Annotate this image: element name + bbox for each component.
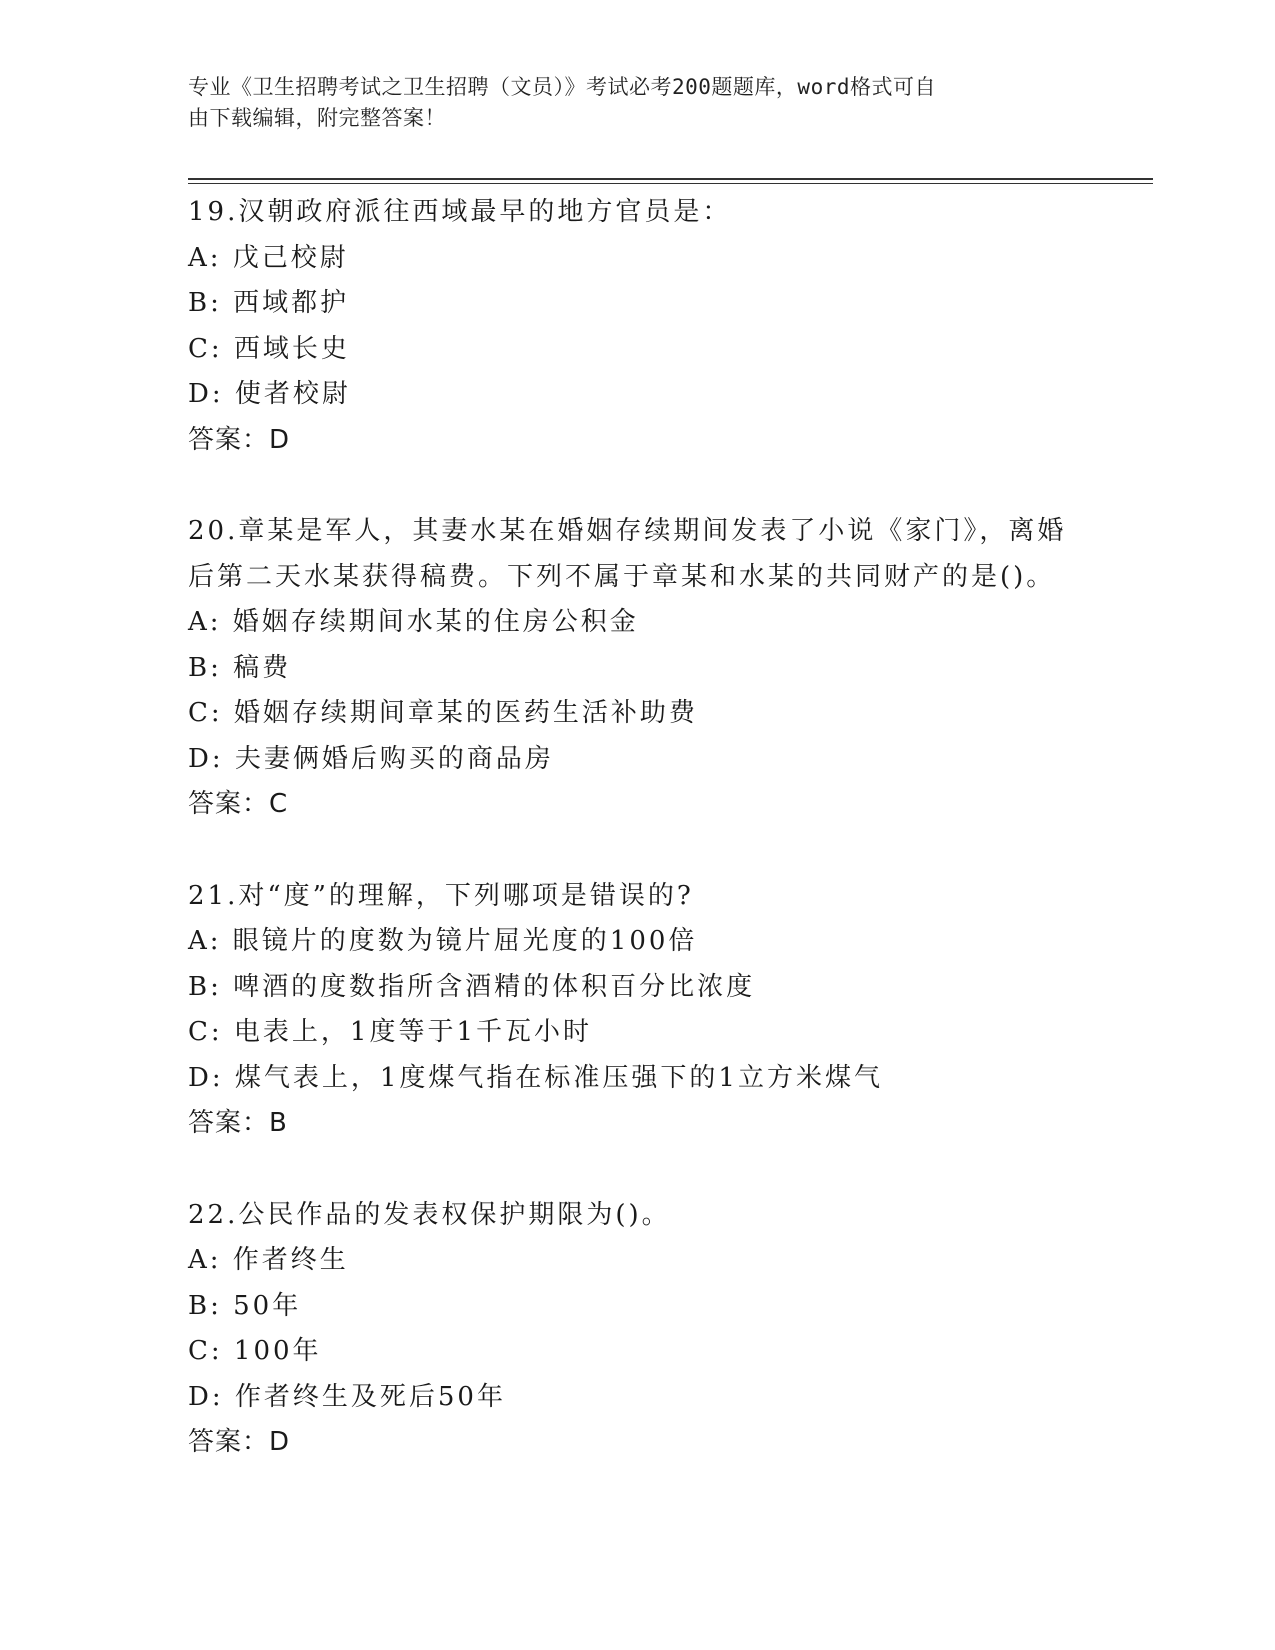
option-a: A: 作者终生 [188, 1245, 349, 1275]
header-line-1: 专业《卫生招聘考试之卫生招聘（文员）》考试必考200题题库，word格式可自 [188, 75, 936, 99]
option-c: C: 婚姻存续期间章某的医药生活补助费 [188, 698, 698, 728]
question-stem: 19.汉朝政府派往西域最早的地方官员是： [188, 197, 732, 227]
header-divider-thick [188, 178, 1153, 180]
question-stem-line-1: 20.章某是军人，其妻水某在婚姻存续期间发表了小说《家门》，离婚 [188, 516, 1067, 546]
document-header [188, 72, 1068, 134]
question-21 [188, 874, 1088, 1147]
header-divider-thin [188, 183, 1153, 184]
question-list [188, 190, 1088, 1512]
option-d: D: 煤气表上，1度煤气指在标准压强下的1立方米煤气 [188, 1062, 883, 1093]
option-b: B: 西域都护 [188, 288, 350, 318]
option-c: C: 西域长史 [188, 333, 350, 364]
option-c: C: 电表上，1度等于1千瓦小时 [188, 1017, 593, 1047]
option-d: D: 使者校尉 [188, 379, 351, 409]
option-c: C: 100年 [188, 1336, 322, 1366]
option-b: B: 稿费 [188, 652, 292, 683]
answer-label: 答案：D [188, 1427, 291, 1457]
option-a: A: 眼镜片的度数为镜片屈光度的100倍 [188, 926, 698, 956]
answer-label: 答案：B [188, 1108, 288, 1138]
question-stem: 22.公民作品的发表权保护期限为()。 [188, 1199, 671, 1230]
answer-label: 答案：C [188, 789, 289, 819]
answer-label: 答案：D [188, 424, 291, 455]
question-20 [188, 509, 1088, 828]
option-b: B: 啤酒的度数指所含酒精的体积百分比浓度 [188, 971, 756, 1002]
option-d: D: 夫妻俩婚后购买的商品房 [188, 743, 554, 774]
option-b: B: 50年 [188, 1290, 302, 1321]
header-line-2: 由下载编辑，附完整答案！ [188, 106, 446, 130]
question-19 [188, 190, 1088, 463]
question-22 [188, 1193, 1088, 1466]
question-stem-line-2: 后第二天水某获得稿费。下列不属于章某和水某的共同财产的是()。 [188, 561, 1056, 592]
option-a: A: 婚姻存续期间水某的住房公积金 [188, 607, 639, 637]
question-stem: 21.对“度”的理解，下列哪项是错误的? [188, 880, 694, 911]
option-a: A: 戊己校尉 [188, 242, 349, 273]
option-d: D: 作者终生及死后50年 [188, 1381, 506, 1412]
